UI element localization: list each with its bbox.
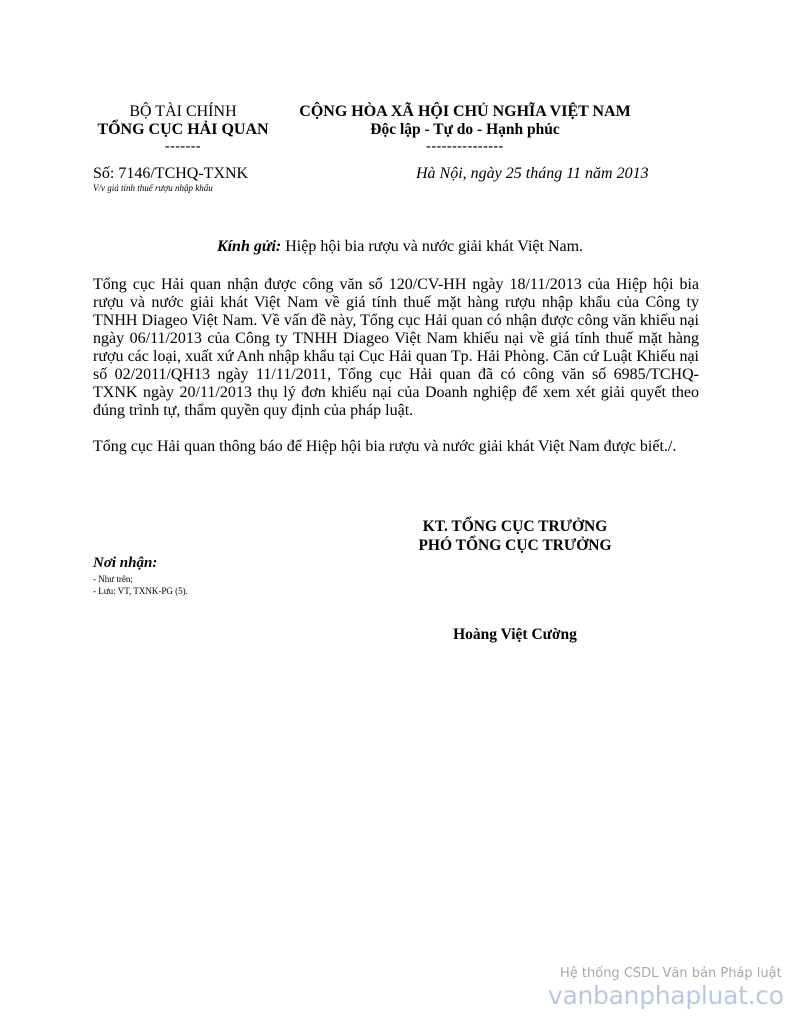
agency-name: TỔNG CỤC HẢI QUAN xyxy=(97,121,269,138)
recipient-label: Kính gửi: xyxy=(216,238,282,255)
body-paragraph-2: Tổng cục Hải quan thông báo để Hiệp hội bia rượu và nước giải khát Việt Nam được biết./. xyxy=(93,438,677,455)
recipients-item: - Lưu: VT, TXNK-PG (5). xyxy=(93,586,188,596)
watermark-caption: Hệ thống CSDL Văn bản Pháp luật xyxy=(560,966,782,981)
document-number: Số: 7146/TCHQ-TXNK xyxy=(93,165,249,182)
left-separator: ------- xyxy=(164,139,202,154)
recipient-name: Hiệp hội bia rượu và nước giải khát Việt Nam. xyxy=(281,238,584,255)
right-separator: --------------- xyxy=(426,139,504,154)
national-motto: Độc lập - Tự do - Hạnh phúc xyxy=(370,121,560,138)
signer-name: Hoàng Việt Cường xyxy=(453,626,577,643)
signature-subtitle: PHÓ TỔNG CỤC TRƯỞNG xyxy=(418,537,612,554)
signature-title: KT. TỔNG CỤC TRƯỞNG xyxy=(422,518,608,535)
place-date: Hà Nội, ngày 25 tháng 11 năm 2013 xyxy=(416,165,649,182)
watermark-site: vanbanphapluat.co xyxy=(548,981,784,1010)
body-paragraph-1: Tổng cục Hải quan nhận được công văn số 120/CV-HH ngày 18/11/2013 của Hiệp hội bia rượu và nước giải khát Việt Nam về giá tính thuế mặt hàng rượu nhập khẩu của Công ty TNHH Diageo Việt Nam. Về vấn đề này, Tổng cục Hải quan có nhận được công văn khiếu nại ngày 06/11/2013 của Công ty TNHH Diageo Việt Nam khiếu nại về giá tính thuế mặt hàng rượu các loại, xuất xứ Anh nhập khẩu tại Cục Hải quan Tp. Hải Phòng. Căn cứ Luật Khiếu nại số 02/2011/QH13 ngày 11/11/2011, Tổng cục Hải quan đã có công văn số 6985/TCHQ-TXNK ngày 20/11/2013 thụ lý đơn khiếu nại của Doanh nghiệp để xem xét giải quyết theo đúng trình tự, thẩm quyền quy định của pháp luật. xyxy=(93,276,699,419)
ministry-name: BỘ TÀI CHÍNH xyxy=(129,103,237,120)
national-title: CỘNG HÒA XÃ HỘI CHỦ NGHĨA VIỆT NAM xyxy=(299,103,631,120)
recipients-title: Nơi nhận: xyxy=(93,555,158,571)
recipient-line xyxy=(0,238,800,256)
document-subject: V/v giá tính thuế rượu nhập khẩu xyxy=(93,183,213,193)
recipients-item: - Như trên; xyxy=(93,574,133,584)
